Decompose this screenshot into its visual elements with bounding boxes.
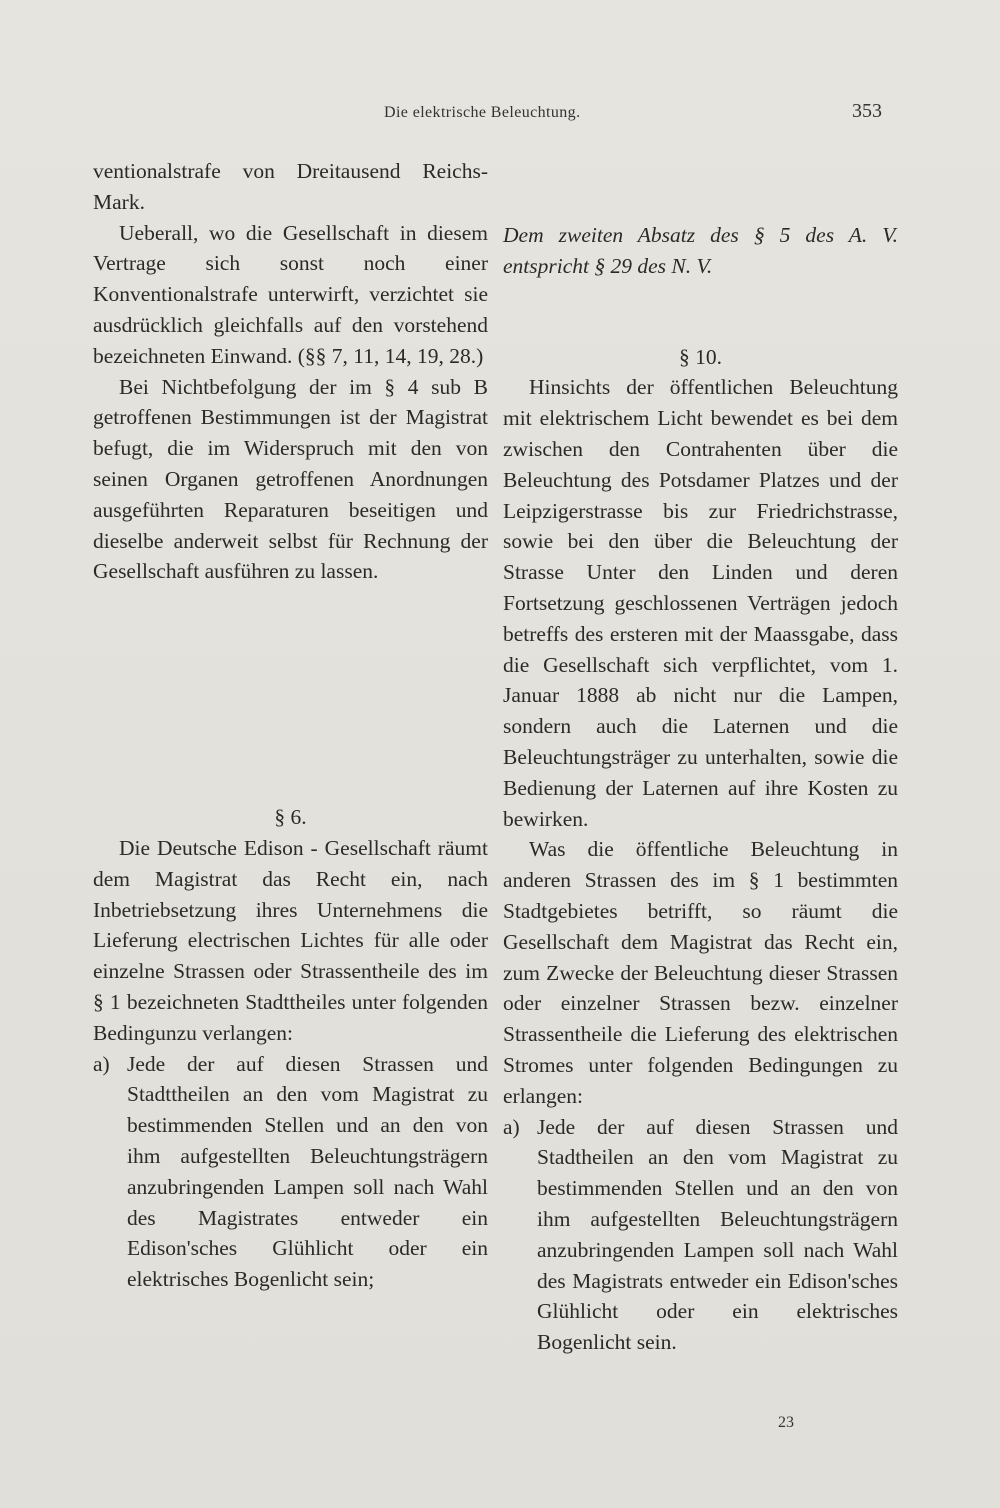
section-10-heading: § 10. <box>679 344 722 369</box>
list-item-a-left <box>93 1049 488 1295</box>
italic-cross-reference: Dem zweiten Absatz des § 5 des A. V. entspricht § 29 des N. V. <box>503 223 898 278</box>
list-item-text: Jede der auf diesen Strassen und Stadttheilen an den vom Magistrat zu bestimmenden Stellen und an den von ihm aufgestellten Beleuchtungsträgern anzubringenden Lampen soll nach Wahl des Magistrates entweder ein Edison'sches Glühlicht oder ein elektrisches Bogenlicht sein; <box>127 1051 488 1292</box>
list-item-a-right <box>503 1112 898 1358</box>
paragraph-continuation: ventionalstrafe von Dreitausend Reichs-Mark. <box>93 159 488 214</box>
page-header <box>94 100 894 134</box>
column-gap <box>93 587 488 802</box>
paragraph-non-compliance: Bei Nichtbefolgung der im § 4 sub B getroffenen Bestimmungen ist der Magistrat befugt, die im Widerspruch mit den von seinen Organen getroffenen Anordnungen ausgeführten Reparaturen beseitigen und dieselbe anderweit selbst für Rechnung der Gesellschaft ausführen zu lassen. <box>93 374 488 584</box>
paragraph-public-lighting: Was die öffentliche Beleuchtung in anderen Strassen des im § 1 bestimmten Stadtgebietes betrifft, so räumt die Gesellschaft dem Magistrat das Recht ein, zum Zwecke der Beleuchtung dieser Strassen oder einzelner Strassen bezw. einzelner Strassentheile die Lieferung des elektrischen Stromes unter folgenden Bedingungen zu erlangen: <box>503 837 898 1108</box>
running-title: Die elektrische Beleuchtung. <box>384 104 581 121</box>
section-6-heading: § 6. <box>274 805 307 830</box>
paragraph-section-6: Die Deutsche Edison - Gesellschaft räumt dem Magistrat das Recht ein, nach Inbetriebsetzung ihres Unternehmens die Lieferung electrischen Lichtes für alle oder einzelne Strassen oder Strassentheile des im § 1 bezeichneten Stadttheiles unter folgenden Bedingunzu verlangen: <box>93 835 488 1045</box>
column-gap <box>503 282 898 342</box>
right-column <box>503 220 898 1358</box>
paragraph-penalty-waiver: Ueberall, wo die Gesellschaft in diesem Vertrage sich sonst noch einer Konventionalstrafe unterwirft, verzichtet sie ausdrücklich gleichfalls auf den vorstehend bezeichneten Einwand. (§§ 7, 11, 14, 19, 28.) <box>93 220 488 368</box>
signature-mark: 23 <box>778 1414 794 1431</box>
page-number: 353 <box>852 100 882 122</box>
list-marker: a) <box>503 1114 520 1139</box>
paragraph-section-10: Hinsichts der öffentlichen Beleuchtung mit elektrischem Licht bewendet es bei dem zwischen den Contrahenten über die Beleuchtung des Potsdamer Platzes und der Leipzigerstrasse bis zur Friedrichstrasse, sowie bei den über die Beleuchtung der Strasse Unter den Linden und deren Fortsetzung geschlossenen Verträgen jedoch betreffs des ersteren mit der Maassgabe, dass die Gesellschaft sich verpflichtet, vom 1. Januar 1888 ab nicht nur die Lampen, sondern auch die Laternen und die Beleuchtungsträger zu unterhalten, sowie die Bedienung der Laternen auf ihre Kosten zu bewirken. <box>503 375 898 831</box>
left-column <box>93 156 488 1295</box>
list-item-text: Jede der auf diesen Strassen und Stadtheilen an den vom Magistrat zu bestimmenden Stellen und an den von ihm aufgestellten Beleuchtungsträgern anzubringenden Lampen soll nach Wahl des Magistrats entweder ein Edison'sches Glühlicht oder ein elektrisches Bogenlicht sein. <box>537 1114 898 1355</box>
list-marker: a) <box>93 1051 110 1076</box>
